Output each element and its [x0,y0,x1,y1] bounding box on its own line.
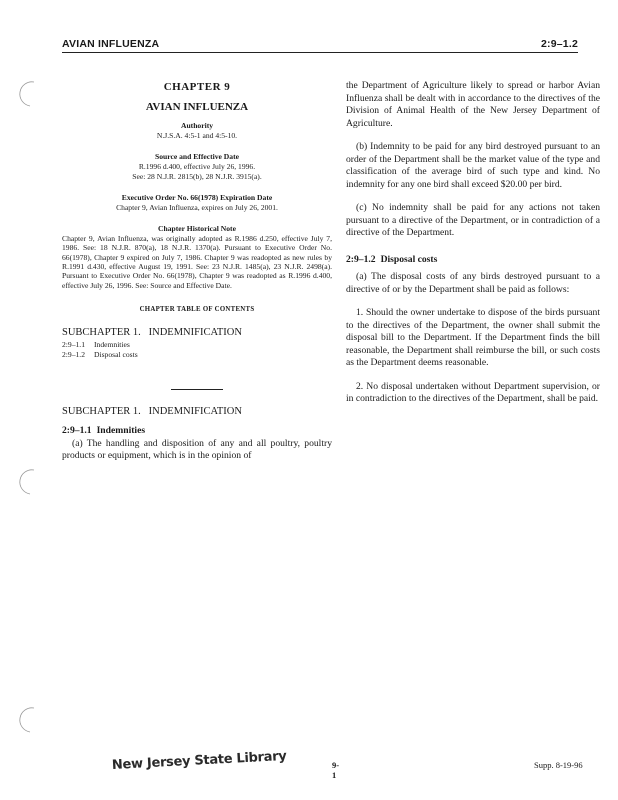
header-title: AVIAN INFLUENZA [62,38,160,50]
toc-subchapter: SUBCHAPTER 1. INDEMNIFICATION [62,327,242,339]
section-heading [62,425,332,438]
supplement-date: Supp. 8-19-96 [534,760,583,770]
paragraph: (a) The handling and disposition of any and all poultry, poultry products or equipment, which is in the opinion of [62,437,332,462]
section-title: Disposal costs [380,253,438,265]
authority-text: N.J.S.A. 4:5-1 and 4:5-10. [156,131,238,140]
library-stamp: New Jersey State Library [111,748,287,773]
chapter-name: AVIAN INFLUENZA [145,101,249,113]
binder-hole-mark [18,706,48,736]
executive-order-title: Executive Order No. 66(1978) Expiration Date [121,192,273,202]
toc-item-label: Indemnities [94,340,130,350]
section-number: 2:9–1.2 [346,253,376,265]
binder-hole-mark [18,468,48,498]
paragraph: (a) The disposal costs of any birds destroyed pursuant to a directive of or by the Department shall be paid as follows: [346,271,600,295]
binder-hole-mark [18,80,48,110]
paragraph: (b) Indemnity to be paid for any bird destroyed pursuant to an order of the Department shall be the market value of the type and classification of the average bird of such type and kind. No indemnity for any one bird shall exceed $20.00 per bird. [346,141,600,190]
toc-item [62,340,332,349]
executive-order-text: Chapter 9, Avian Influenza, expires on July 26, 2001. [116,202,278,212]
source-line: R.1996 d.400, effective July 26, 1996. [138,162,256,172]
paragraph: 1. Should the owner undertake to dispose of the birds pursuant to the directives of the Department, the owner shall submit the disposal bill to the Department. If the Department finds the bill reasonable, the Department shall reimburse the bill, or such costs as the Department deems reasonable. [346,307,600,368]
chapter-label: CHAPTER 9 [163,81,231,93]
toc-item-number: 2:9–1.1 [62,340,85,350]
running-header [62,38,578,53]
authority-title: Authority [180,121,214,130]
toc-title: CHAPTER TABLE OF CONTENTS [139,305,255,313]
section-divider [171,389,223,390]
historical-note-title: Chapter Historical Note [158,224,236,234]
source-title: Source and Effective Date [154,152,239,162]
subchapter-heading: SUBCHAPTER 1. INDEMNIFICATION [62,406,242,418]
section-heading [346,254,600,267]
section-number: 2:9–1.1 [62,425,92,437]
paragraph: 2. No disposal undertaken without Department supervision, or in contradiction to the directives of the Department, shall be paid. [346,380,600,404]
left-column [62,80,332,474]
toc-item [62,350,332,359]
header-section-range: 2:9–1.2 [540,38,578,50]
right-column [346,80,600,417]
page-number: 9-1 [332,760,340,780]
section-title: Indemnities [96,425,146,437]
toc-item-number: 2:9–1.2 [62,349,85,359]
paragraph: the Department of Agriculture likely to spread or harbor Avian Influenza shall be dealt with in accordance to the directives of the Division of Animal Health of the New Jersey Department of Agriculture. [346,80,600,129]
historical-note-text: Chapter 9, Avian Influenza, was originally adopted as R.1986 d.250, effective July 7, 1986. See: 18 N.J.R. 870(a), 18 N.J.R. 1370(a). Pursuant to Executive Order No. 66(1978), Chapter 9 expired on July 7, 1986. Chapter 9 was readopted as new rules by R.1991 d.430, effective August 19, 1991. See: 23 N.J.R. 1485(a), 23 N.J.R. 2498(a). Pursuant to Executive Order No. 66(1978), Chapter 9 was readopted as R.1996 d.400, effective July 26, 1996. See: Source and Effective Date. [62,234,332,290]
paragraph: (c) No indemnity shall be paid for any actions not taken pursuant to a directive of the Department, or in contradiction of a directive of the Department. [346,202,600,238]
toc-item-label: Disposal costs [94,349,138,359]
source-line: See: 28 N.J.R. 2815(b), 28 N.J.R. 3915(a). [132,171,262,181]
